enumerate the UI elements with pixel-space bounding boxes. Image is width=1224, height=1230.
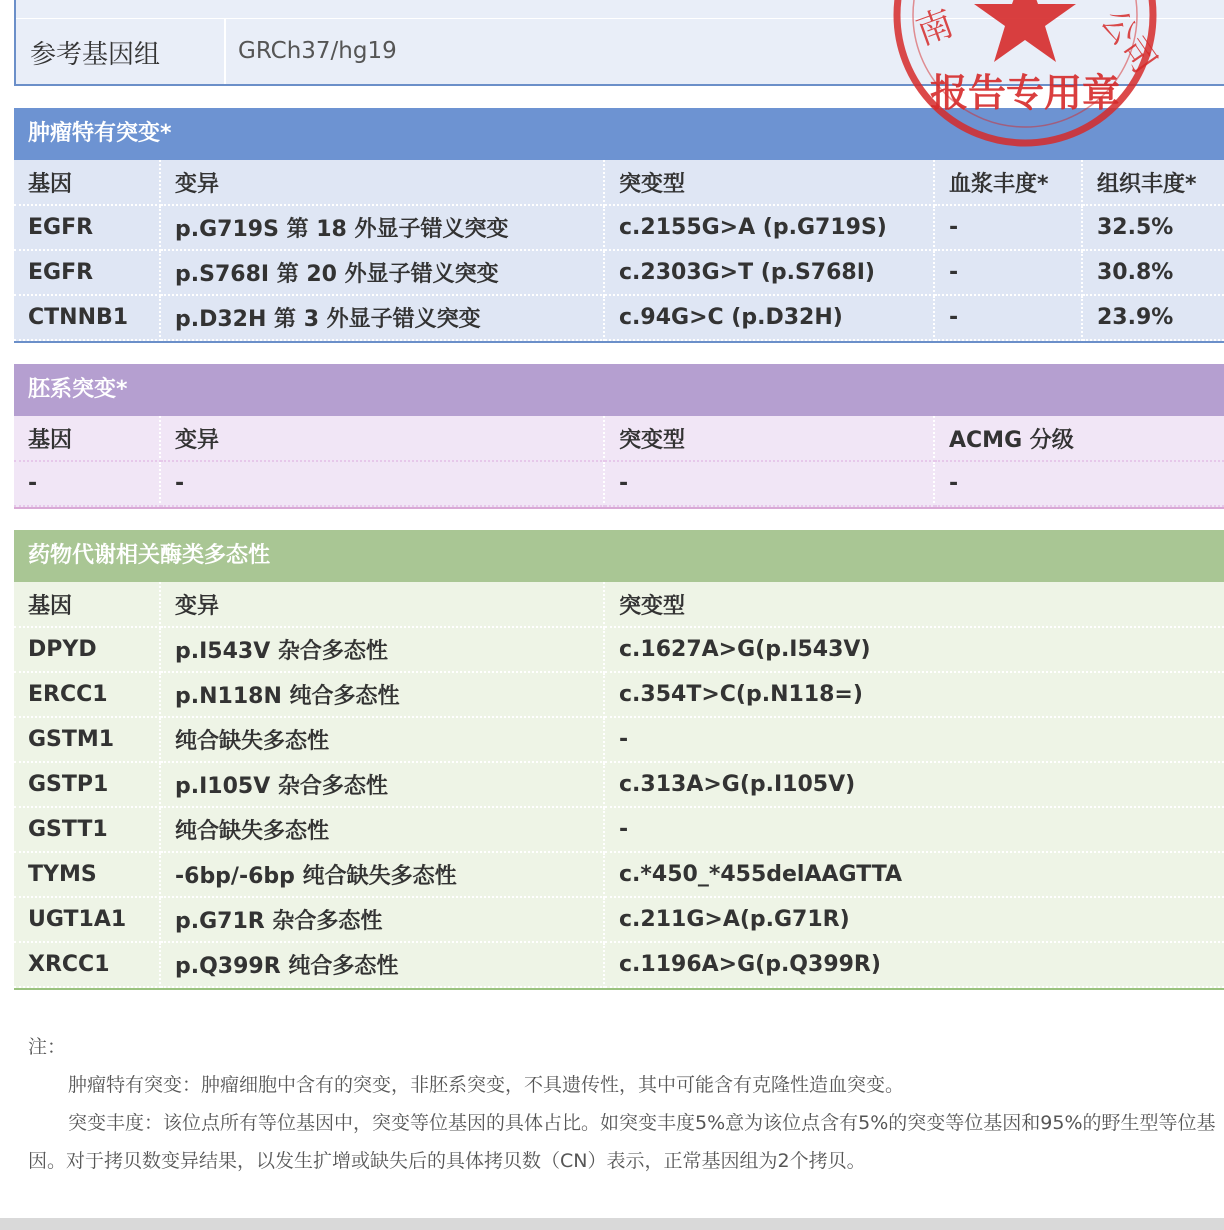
cell-variant: p.G71R 杂合多态性 — [160, 897, 604, 942]
header-gene: 基因 — [14, 582, 160, 627]
seal-char-left: 南 — [911, 2, 959, 54]
header-variant: 变异 — [160, 582, 604, 627]
table-row — [14, 672, 1224, 717]
seal-star-icon — [974, 0, 1076, 62]
cell-variant: p.S768I 第 20 外显子错义突变 — [160, 250, 604, 295]
table-row — [14, 852, 1224, 897]
drug-section-title: 药物代谢相关酶类多态性 — [14, 530, 1224, 582]
table-header-row — [14, 160, 1224, 205]
table-row — [14, 762, 1224, 807]
note-mutation-abundance: 突变丰度：该位点所有等位基因中，突变等位基因的具体占比。如突变丰度5%意为该位点含有5%的突变等位基因和95%的野生型等位基因。对于拷贝数变异结果，以发生扩增或缺失后的具体拷贝数（CN）表示，正常基因组为2个拷贝。 — [28, 1112, 1216, 1172]
cell-plasma-abundance: - — [934, 250, 1082, 295]
header-mutation-type: 突变型 — [604, 582, 1224, 627]
header-gene: 基因 — [14, 416, 160, 461]
cell-variant: p.I105V 杂合多态性 — [160, 762, 604, 807]
cell-mutation-type: c.1627A>G(p.I543V) — [604, 627, 1224, 672]
cell-tissue-abundance: 23.9% — [1082, 295, 1224, 340]
table-row — [14, 717, 1224, 762]
cell-gene: CTNNB1 — [14, 295, 160, 340]
cell-variant: p.G719S 第 18 外显子错义突变 — [160, 205, 604, 250]
drug-table — [14, 582, 1224, 988]
cell-acmg-grade: - — [934, 461, 1224, 506]
table-row — [14, 295, 1224, 340]
germline-table — [14, 416, 1224, 507]
cell-plasma-abundance: - — [934, 205, 1082, 250]
cell-mutation-type: - — [604, 461, 934, 506]
column-divider — [224, 18, 226, 84]
cell-mutation-type: - — [604, 717, 1224, 762]
drug-metabolism-section — [14, 530, 1224, 990]
cell-variant: p.N118N 纯合多态性 — [160, 672, 604, 717]
cell-mutation-type: c.313A>G(p.I105V) — [604, 762, 1224, 807]
cell-variant: - — [160, 461, 604, 506]
table-row — [14, 205, 1224, 250]
cell-mutation-type: c.94G>C (p.D32H) — [604, 295, 934, 340]
seal-chars-right: 公司 — [1092, 2, 1165, 81]
cell-tissue-abundance: 30.8% — [1082, 250, 1224, 295]
official-seal-stamp — [884, 0, 1166, 150]
notes-label: 注： — [28, 1036, 67, 1058]
header-gene: 基因 — [14, 160, 160, 205]
reference-genome-value: GRCh37/hg19 — [238, 38, 397, 64]
cell-gene: EGFR — [14, 205, 160, 250]
bottom-edge — [0, 1218, 1224, 1230]
cell-gene: - — [14, 461, 160, 506]
cell-gene: TYMS — [14, 852, 160, 897]
reference-genome-label: 参考基因组 — [30, 40, 161, 70]
tumor-section-title: 肿瘤特有突变* — [14, 108, 1224, 160]
table-row — [14, 461, 1224, 506]
cell-mutation-type: c.2155G>A (p.G719S) — [604, 205, 934, 250]
cell-tissue-abundance: 32.5% — [1082, 205, 1224, 250]
table-row — [14, 250, 1224, 295]
cell-mutation-type: c.1196A>G(p.Q399R) — [604, 942, 1224, 987]
germline-section-title: 胚系突变* — [14, 364, 1224, 416]
cell-variant: 纯合缺失多态性 — [160, 717, 604, 762]
cell-variant: -6bp/-6bp 纯合缺失多态性 — [160, 852, 604, 897]
header-variant: 变异 — [160, 160, 604, 205]
cell-gene: UGT1A1 — [14, 897, 160, 942]
cell-mutation-type: - — [604, 807, 1224, 852]
germline-mutations-section — [14, 364, 1224, 509]
header-plasma-abundance: 血浆丰度* — [934, 160, 1082, 205]
cell-plasma-abundance: - — [934, 295, 1082, 340]
seal-text: 报告专用章 — [929, 71, 1121, 115]
cell-mutation-type: c.211G>A(p.G71R) — [604, 897, 1224, 942]
header-tissue-abundance: 组织丰度* — [1082, 160, 1224, 205]
cell-gene: GSTT1 — [14, 807, 160, 852]
table-header-row — [14, 416, 1224, 461]
notes-block — [28, 1028, 1218, 1180]
cell-gene: ERCC1 — [14, 672, 160, 717]
header-mutation-type: 突变型 — [604, 160, 934, 205]
table-row — [14, 627, 1224, 672]
cell-mutation-type: c.2303G>T (p.S768I) — [604, 250, 934, 295]
header-mutation-type: 突变型 — [604, 416, 934, 461]
cell-variant: p.I543V 杂合多态性 — [160, 627, 604, 672]
table-row — [14, 897, 1224, 942]
table-row — [14, 942, 1224, 987]
cell-gene: GSTP1 — [14, 762, 160, 807]
cell-gene: EGFR — [14, 250, 160, 295]
header-variant: 变异 — [160, 416, 604, 461]
cell-variant: 纯合缺失多态性 — [160, 807, 604, 852]
header-acmg-grade: ACMG 分级 — [934, 416, 1224, 461]
cell-gene: DPYD — [14, 627, 160, 672]
cell-mutation-type: c.354T>C(p.N118=) — [604, 672, 1224, 717]
note-tumor-specific: 肿瘤特有突变：肿瘤细胞中含有的突变，非胚系突变，不具遗传性，其中可能含有克隆性造血突变。 — [68, 1074, 905, 1096]
cell-gene: XRCC1 — [14, 942, 160, 987]
tumor-table — [14, 160, 1224, 341]
table-header-row — [14, 582, 1224, 627]
cell-gene: GSTM1 — [14, 717, 160, 762]
cell-variant: p.D32H 第 3 外显子错义突变 — [160, 295, 604, 340]
cell-variant: p.Q399R 纯合多态性 — [160, 942, 604, 987]
table-row — [14, 807, 1224, 852]
cell-mutation-type: c.*450_*455delAAGTTA — [604, 852, 1224, 897]
